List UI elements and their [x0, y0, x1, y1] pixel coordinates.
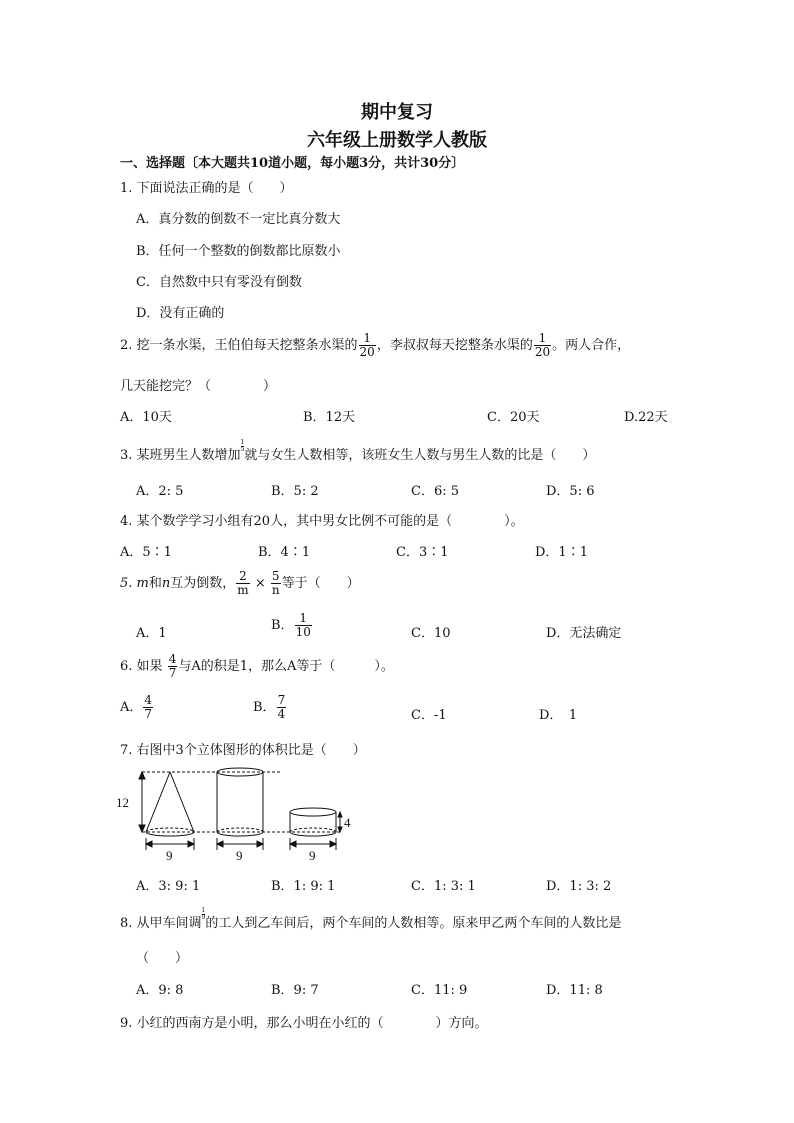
fraction: $\frac{7}{4}$ — [277, 693, 286, 721]
question-6: 6. 如果 $\frac{4}{7}$ 与A的积是1，那么A等于（ ）。 — [120, 652, 394, 680]
q4-option-a: A．5∶1 — [120, 545, 172, 560]
question-4: 4. 某个数学学习小组有20人，其中男女比例不可能的是（ ）。 — [120, 514, 524, 529]
q2-option-c: C．20天 — [487, 410, 540, 425]
question-3: 3. 某班男生人数增加 $\frac{1}{5}$ 就与女生人数相等，该班女生人数与男生人数的比是（ ） — [120, 439, 596, 463]
width-label-tall-cylinder: 9 — [236, 848, 243, 863]
q1-option-c: C．自然数中只有零没有倒数 — [136, 275, 302, 290]
question-9: 9. 小红的西南方是小明，那么小明在小红的（ ）方向。 — [120, 1016, 488, 1031]
question-8-line2: （ ） — [136, 951, 189, 966]
question-2: 2. 挖一条水渠，王伯伯每天挖整条水渠的 $\frac{1}{20}$ ，李叔叔每天挖整条水渠的 $\frac{1}{20}$ 。两人合作， — [120, 331, 631, 359]
fraction: $\frac{1}{20}$ — [534, 331, 551, 359]
q5-option-b: B． $\frac{1}{10}$ — [271, 611, 311, 639]
height-label-4: 4 — [344, 815, 351, 830]
q8-option-c: C．11: 9 — [411, 983, 468, 998]
q1-option-d: D．没有正确的 — [136, 306, 225, 321]
fraction: $\frac{5}{n}$ — [271, 569, 280, 597]
fraction: $\frac{1}{5}$ — [240, 439, 245, 453]
q6-option-c: C．-1 — [411, 708, 447, 723]
q1-option-a: A．真分数的倒数不一定比真分数大 — [136, 212, 341, 227]
q4-option-b: B．4∶1 — [258, 545, 311, 560]
q6-option-a: A． $\frac{4}{7}$ — [120, 693, 153, 721]
q3-option-b: B．5: 2 — [271, 484, 319, 499]
q5-option-d: D．无法确定 — [546, 626, 622, 641]
q2-option-a: A．10天 — [120, 410, 172, 425]
q2-option-b: B．12天 — [303, 410, 356, 425]
page-subtitle: 六年级上册数学人教版 — [307, 130, 487, 151]
fraction: $\frac{1}{10}$ — [295, 611, 311, 639]
width-label-cone: 9 — [166, 848, 173, 863]
q7-option-b: B．1: 9: 1 — [271, 879, 336, 894]
q3-option-c: C．6: 5 — [411, 484, 460, 499]
q7-option-d: D．1: 3: 2 — [546, 879, 612, 894]
q5-option-a: A．1 — [136, 626, 167, 641]
q7-option-a: A．3: 9: 1 — [136, 879, 201, 894]
q6-option-d: D． 1 — [539, 708, 578, 723]
q1-option-b: B．任何一个整数的倒数都比原数小 — [136, 244, 341, 259]
question-8: 8. 从甲车间调 $\frac{1}{9}$ 的工人到乙车间后，两个车间的人数相等。原来甲乙两个车间的人数比是 — [120, 907, 622, 931]
fraction: $\frac{1}{20}$ — [359, 331, 375, 359]
question-5: 5. m和n互为倒数， $\frac{2}{m}$ × $\frac{5}{n}$ 等于（ ） — [120, 569, 360, 597]
q5-option-c: C．10 — [411, 626, 451, 641]
solid-figures-diagram — [112, 762, 362, 866]
q4-option-c: C．3∶1 — [396, 545, 449, 560]
width-label-short-cylinder: 9 — [309, 848, 316, 863]
q8-option-a: A．9: 8 — [136, 983, 184, 998]
fraction: $\frac{2}{m}$ — [237, 569, 249, 597]
question-2-line2: 几天能挖完？（ ） — [120, 379, 277, 394]
fraction: $\frac{1}{9}$ — [201, 907, 206, 921]
q6-option-b: B． $\frac{7}{4}$ — [253, 693, 286, 721]
section-heading: 一、选择题〔本大题共10道小题，每小题3分，共计30分〕 — [120, 156, 465, 171]
height-label-12: 12 — [116, 795, 129, 810]
fraction: $\frac{4}{7}$ — [168, 652, 177, 680]
q2-option-d: D.22天 — [624, 410, 668, 425]
q7-option-c: C．1: 3: 1 — [411, 879, 476, 894]
q8-option-d: D．11: 8 — [546, 983, 603, 998]
q4-option-d: D．1∶1 — [535, 545, 588, 560]
q3-option-d: D．5: 6 — [546, 484, 595, 499]
q3-option-a: A．2: 5 — [136, 484, 184, 499]
q8-option-b: B．9: 7 — [271, 983, 319, 998]
question-7: 7. 右图中3个立体图形的体积比是（ ） — [120, 743, 366, 758]
tall-cylinder-shape — [217, 768, 263, 836]
cone-shape — [146, 772, 194, 836]
fraction: $\frac{4}{7}$ — [144, 693, 153, 721]
question-1: 1. 下面说法正确的是（ ） — [120, 181, 293, 196]
page-title: 期中复习 — [361, 102, 433, 123]
